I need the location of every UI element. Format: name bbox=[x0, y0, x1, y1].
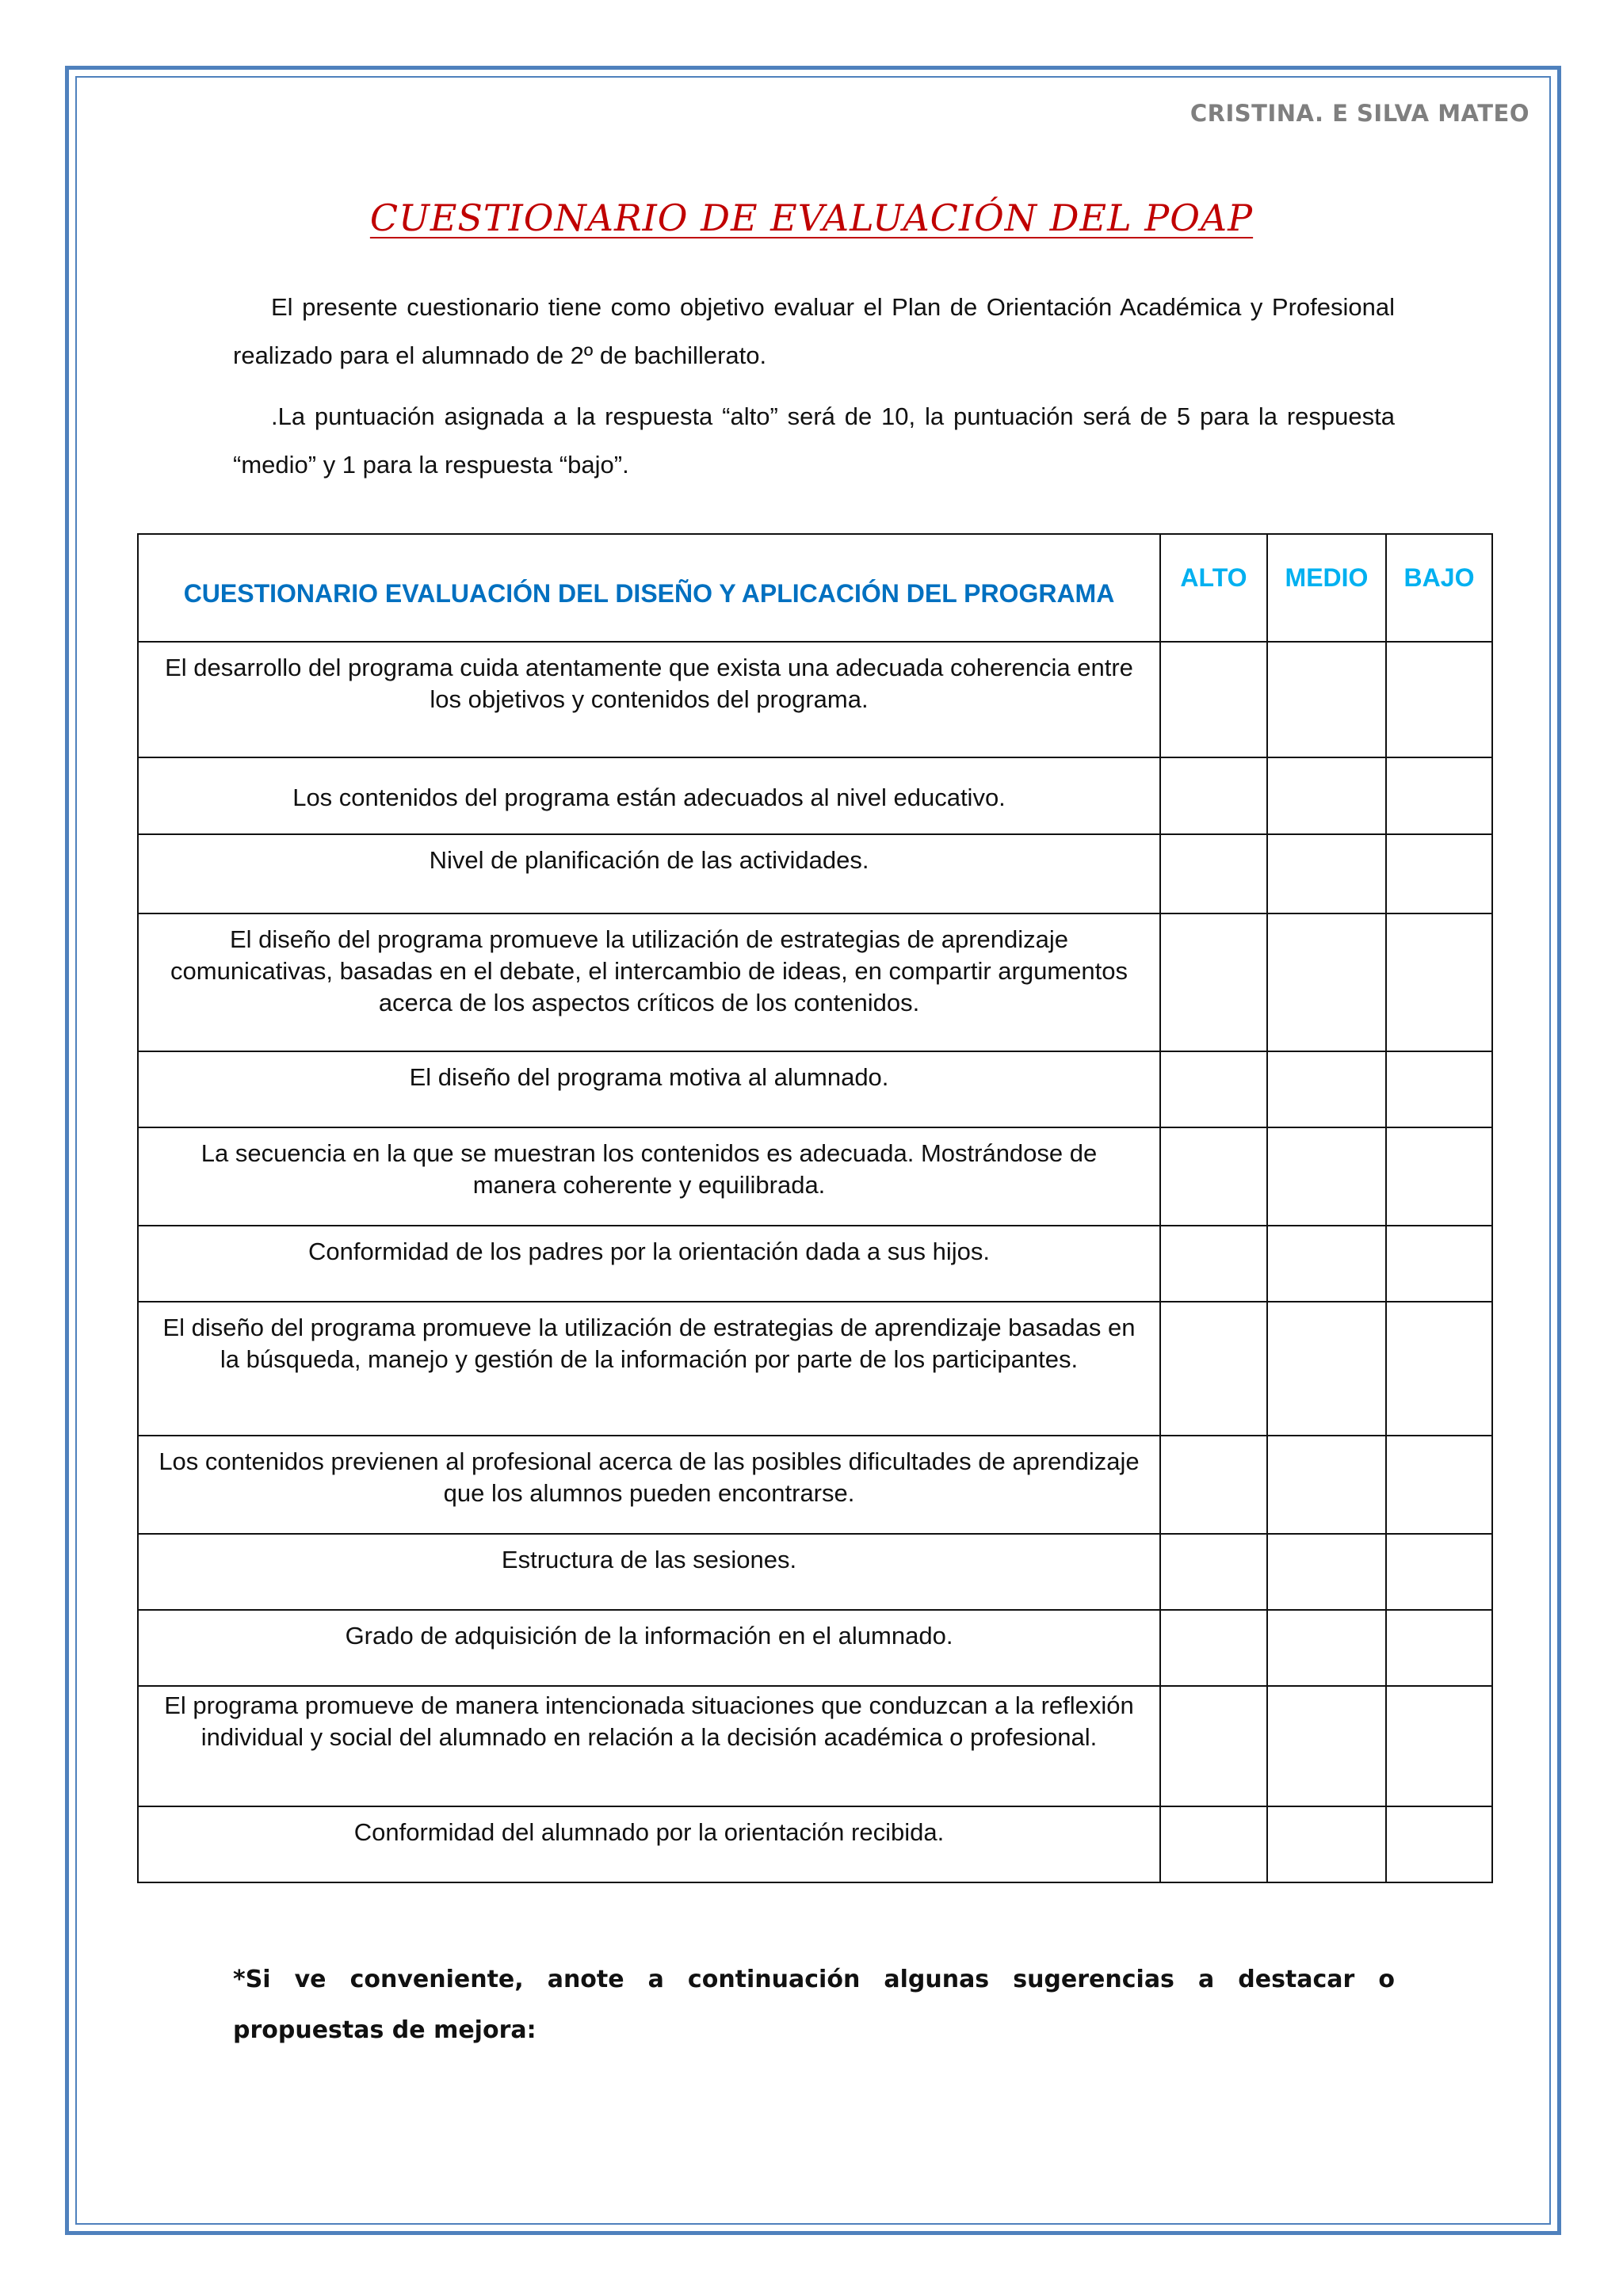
table-header-medio: MEDIO bbox=[1267, 534, 1386, 642]
rating-cell-alto[interactable] bbox=[1160, 1436, 1267, 1534]
rating-cell-bajo[interactable] bbox=[1386, 834, 1492, 913]
intro-paragraph-objective: El presente cuestionario tiene como objetivo evaluar el Plan de Orientación Académica y Profesional realizado para el alumnado de 2º de bachillerato. bbox=[233, 293, 1395, 369]
rating-cell-medio[interactable] bbox=[1267, 1051, 1386, 1127]
rating-cell-bajo[interactable] bbox=[1386, 1127, 1492, 1226]
rating-cell-medio[interactable] bbox=[1267, 1436, 1386, 1534]
table-row bbox=[138, 1610, 1492, 1686]
rating-cell-alto[interactable] bbox=[1160, 1127, 1267, 1226]
evaluation-table bbox=[137, 533, 1493, 1883]
table-row bbox=[138, 1226, 1492, 1302]
rating-cell-medio[interactable] bbox=[1267, 913, 1386, 1051]
table-row bbox=[138, 1686, 1492, 1806]
question-text: El diseño del programa promueve la utilización de estrategias de aprendizaje comunicativas, basadas en el debate, el intercambio de ideas, en compartir argumentos acerca de los aspectos críticos de los contenidos. bbox=[138, 913, 1160, 1051]
question-text: El programa promueve de manera intencionada situaciones que conduzcan a la reflexión individual y social del alumnado en relación a la decisión académica o profesional. bbox=[138, 1686, 1160, 1806]
rating-cell-bajo[interactable] bbox=[1386, 1436, 1492, 1534]
rating-cell-bajo[interactable] bbox=[1386, 1610, 1492, 1686]
question-text: El diseño del programa promueve la utilización de estrategias de aprendizaje basadas en la búsqueda, manejo y gestión de la información por parte de los participantes. bbox=[138, 1302, 1160, 1436]
rating-cell-alto[interactable] bbox=[1160, 1051, 1267, 1127]
rating-cell-medio[interactable] bbox=[1267, 1127, 1386, 1226]
question-text: Grado de adquisición de la información en el alumnado. bbox=[138, 1610, 1160, 1686]
question-text: Conformidad de los padres por la orientación dada a sus hijos. bbox=[138, 1226, 1160, 1302]
question-text: El diseño del programa motiva al alumnado. bbox=[138, 1051, 1160, 1127]
rating-cell-alto[interactable] bbox=[1160, 913, 1267, 1051]
header-author: CRISTINA. E SILVA MATEO bbox=[1190, 100, 1529, 127]
rating-cell-medio[interactable] bbox=[1267, 1610, 1386, 1686]
question-text: Nivel de planificación de las actividades. bbox=[138, 834, 1160, 913]
document-title: CUESTIONARIO DE EVALUACIÓN DEL POAP bbox=[369, 196, 1254, 239]
question-text: Los contenidos previenen al profesional acerca de las posibles dificultades de aprendizaje que los alumnos pueden encontrarse. bbox=[138, 1436, 1160, 1534]
rating-cell-medio[interactable] bbox=[1267, 1686, 1386, 1806]
table-header-row bbox=[138, 534, 1492, 642]
rating-cell-medio[interactable] bbox=[1267, 1534, 1386, 1610]
table-row bbox=[138, 757, 1492, 834]
rating-cell-alto[interactable] bbox=[1160, 1226, 1267, 1302]
question-text: La secuencia en la que se muestran los contenidos es adecuada. Mostrándose de manera coherente y equilibrada. bbox=[138, 1127, 1160, 1226]
table-row bbox=[138, 1806, 1492, 1882]
table-row bbox=[138, 834, 1492, 913]
question-text: Conformidad del alumnado por la orientación recibida. bbox=[138, 1806, 1160, 1882]
question-text: El desarrollo del programa cuida atentamente que exista una adecuada coherencia entre los objetivos y contenidos del programa. bbox=[138, 642, 1160, 757]
table-row bbox=[138, 1127, 1492, 1226]
rating-cell-medio[interactable] bbox=[1267, 757, 1386, 834]
table-header-bajo: BAJO bbox=[1386, 534, 1492, 642]
rating-cell-bajo[interactable] bbox=[1386, 642, 1492, 757]
rating-cell-alto[interactable] bbox=[1160, 1610, 1267, 1686]
table-row bbox=[138, 913, 1492, 1051]
table-row bbox=[138, 642, 1492, 757]
rating-cell-bajo[interactable] bbox=[1386, 913, 1492, 1051]
table-row bbox=[138, 1534, 1492, 1610]
rating-cell-medio[interactable] bbox=[1267, 834, 1386, 913]
rating-cell-alto[interactable] bbox=[1160, 642, 1267, 757]
rating-cell-bajo[interactable] bbox=[1386, 1226, 1492, 1302]
rating-cell-medio[interactable] bbox=[1267, 1806, 1386, 1882]
rating-cell-alto[interactable] bbox=[1160, 1534, 1267, 1610]
rating-cell-bajo[interactable] bbox=[1386, 1686, 1492, 1806]
question-text: Estructura de las sesiones. bbox=[138, 1534, 1160, 1610]
rating-cell-alto[interactable] bbox=[1160, 1806, 1267, 1882]
rating-cell-bajo[interactable] bbox=[1386, 1051, 1492, 1127]
question-text: Los contenidos del programa están adecuados al nivel educativo. bbox=[138, 757, 1160, 834]
table-header-alto: ALTO bbox=[1160, 534, 1267, 642]
rating-cell-bajo[interactable] bbox=[1386, 1534, 1492, 1610]
rating-cell-bajo[interactable] bbox=[1386, 757, 1492, 834]
suggestions-prompt: *Si ve conveniente, anote a continuación algunas sugerencias a destacar o propuestas de mejora: bbox=[233, 1966, 1395, 2044]
rating-cell-alto[interactable] bbox=[1160, 1302, 1267, 1436]
table-row bbox=[138, 1436, 1492, 1534]
table-row bbox=[138, 1302, 1492, 1436]
rating-cell-medio[interactable] bbox=[1267, 1226, 1386, 1302]
rating-cell-medio[interactable] bbox=[1267, 642, 1386, 757]
rating-cell-bajo[interactable] bbox=[1386, 1806, 1492, 1882]
table-row bbox=[138, 1051, 1492, 1127]
rating-cell-alto[interactable] bbox=[1160, 1686, 1267, 1806]
intro-paragraph-scoring: .La puntuación asignada a la respuesta “alto” será de 10, la puntuación será de 5 para la respuesta “medio” y 1 para la respuesta “bajo”. bbox=[233, 402, 1395, 479]
table-header-question: CUESTIONARIO EVALUACIÓN DEL DISEÑO Y APLICACIÓN DEL PROGRAMA bbox=[138, 534, 1160, 642]
rating-cell-alto[interactable] bbox=[1160, 834, 1267, 913]
rating-cell-alto[interactable] bbox=[1160, 757, 1267, 834]
rating-cell-bajo[interactable] bbox=[1386, 1302, 1492, 1436]
rating-cell-medio[interactable] bbox=[1267, 1302, 1386, 1436]
